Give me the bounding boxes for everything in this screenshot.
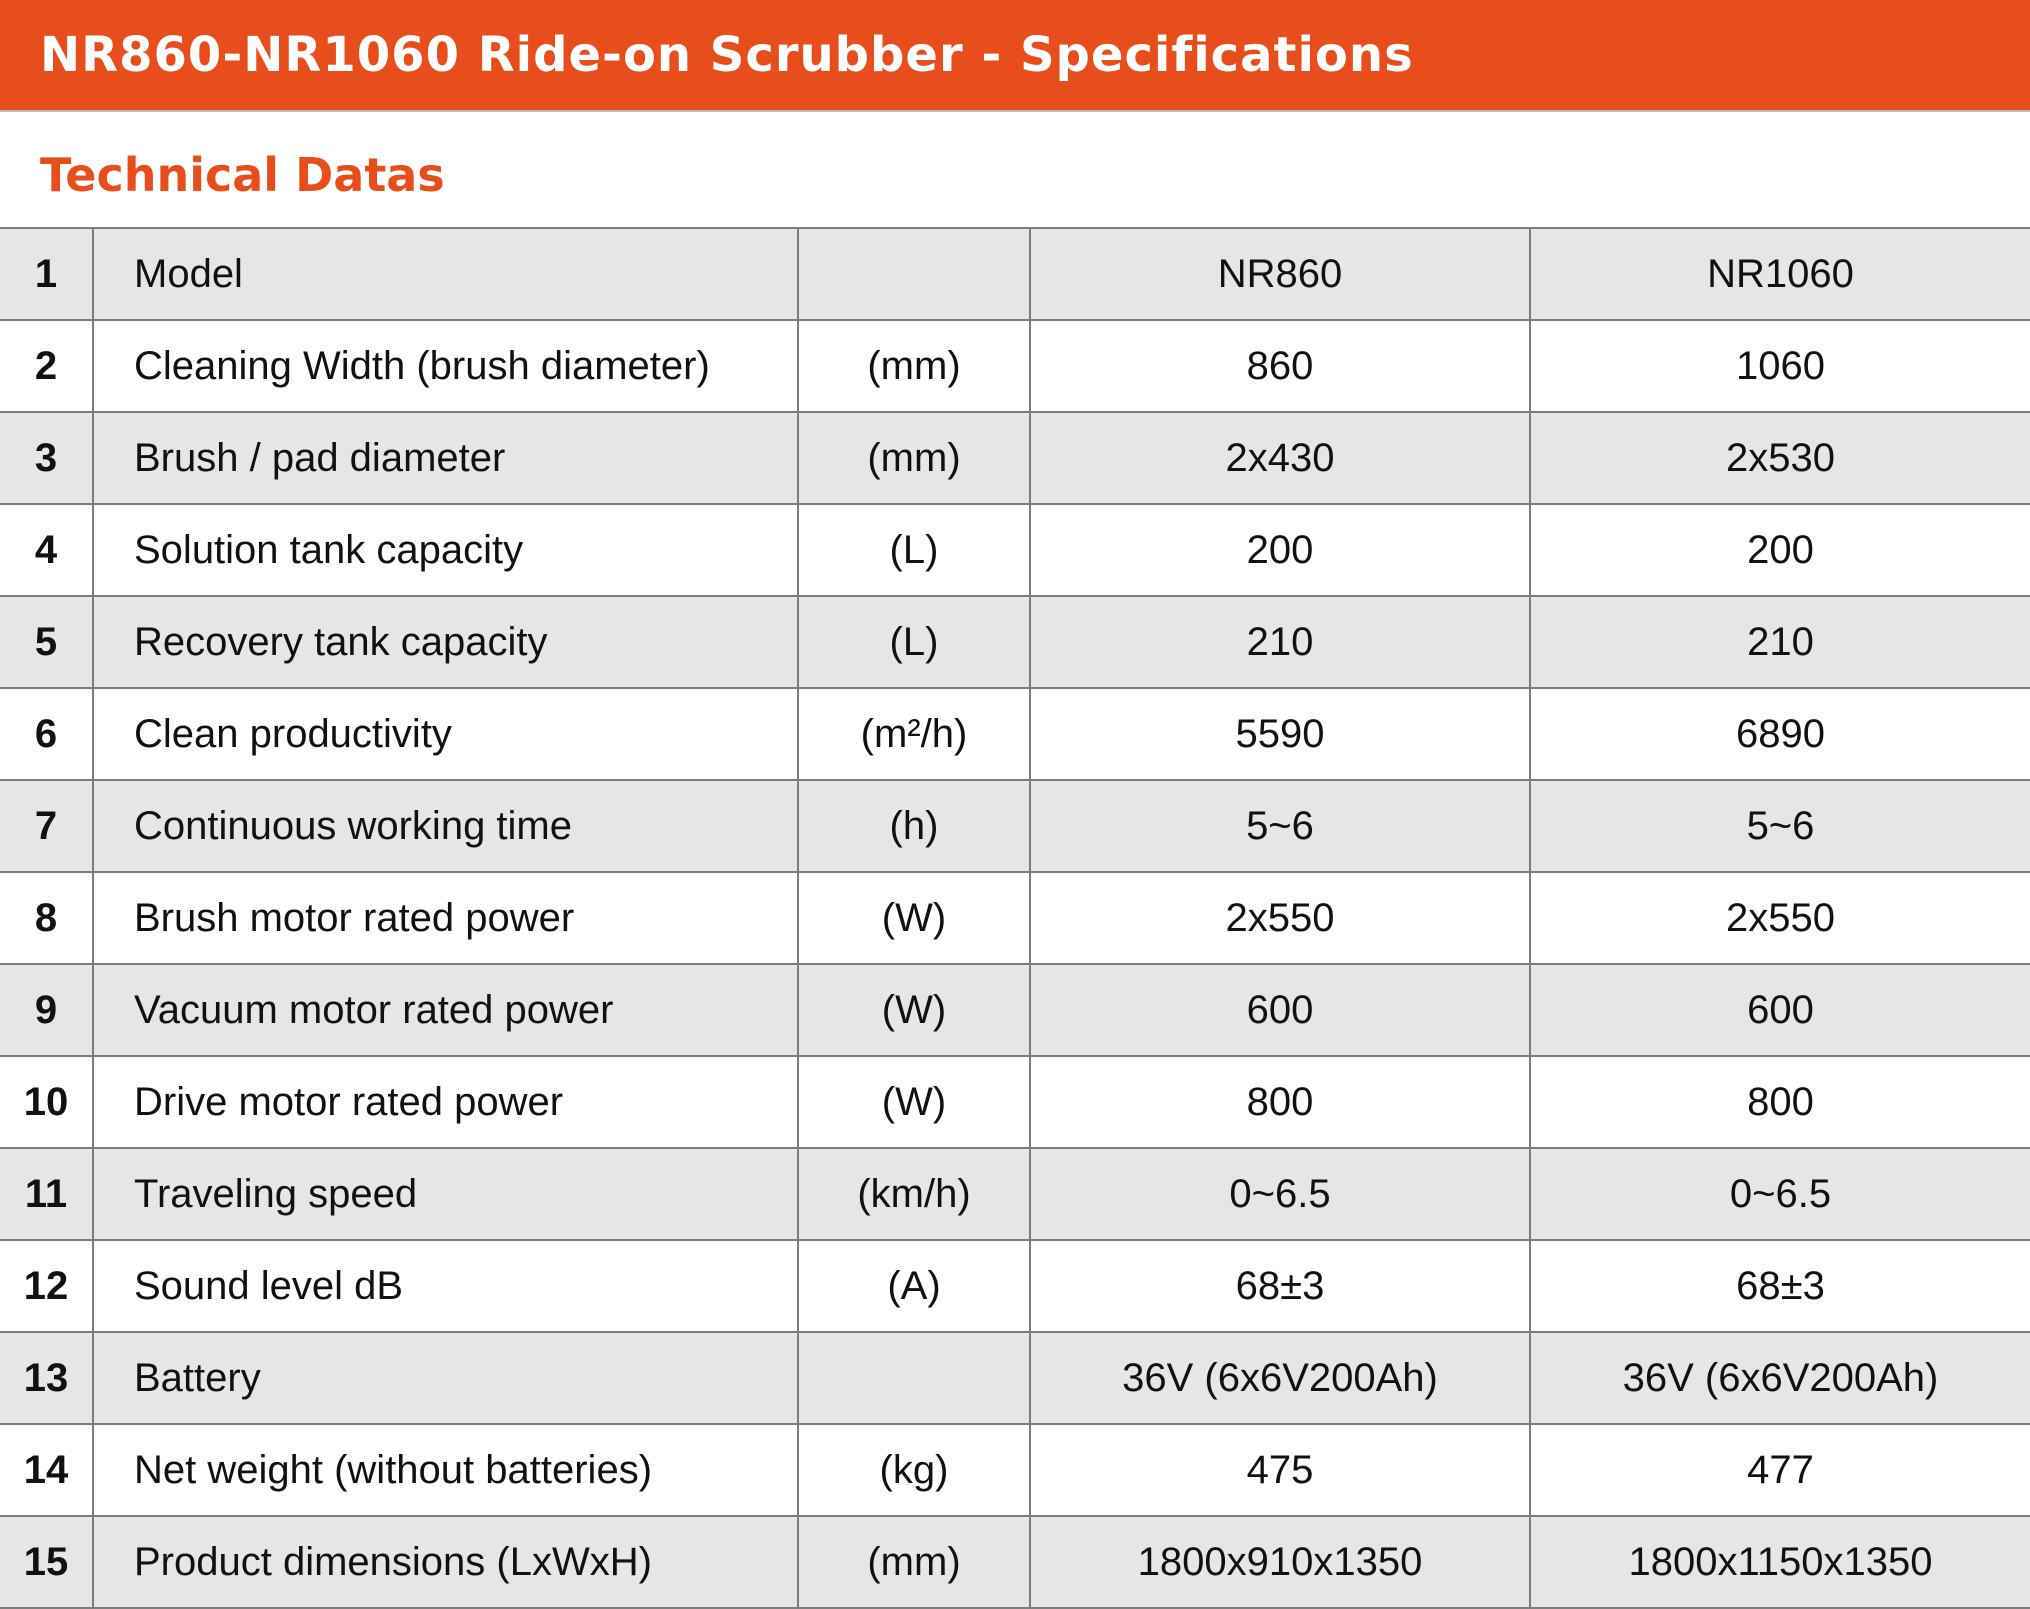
nr860-value: NR860 xyxy=(1030,228,1530,320)
spec-unit: (mm) xyxy=(798,412,1030,504)
nr860-value: 210 xyxy=(1030,596,1530,688)
spec-unit: (kg) xyxy=(798,1424,1030,1516)
page-title: NR860-NR1060 Ride-on Scrubber - Specifications xyxy=(40,27,1414,83)
spec-unit: (mm) xyxy=(798,1516,1030,1608)
nr860-value: 36V (6x6V200Ah) xyxy=(1030,1332,1530,1424)
table-row xyxy=(0,1332,2030,1424)
nr1060-value: 2x550 xyxy=(1530,872,2030,964)
spec-unit: (mm) xyxy=(798,320,1030,412)
header-bar xyxy=(0,0,2030,112)
row-number: 6 xyxy=(0,688,93,780)
table-row xyxy=(0,1056,2030,1148)
spec-unit: (h) xyxy=(798,780,1030,872)
spec-name: Vacuum motor rated power xyxy=(93,964,798,1056)
spec-unit: (W) xyxy=(798,1056,1030,1148)
table-row xyxy=(0,780,2030,872)
nr860-value: 860 xyxy=(1030,320,1530,412)
spec-name: Model xyxy=(93,228,798,320)
spec-name: Sound level dB xyxy=(93,1240,798,1332)
spec-unit: (km/h) xyxy=(798,1148,1030,1240)
row-number: 14 xyxy=(0,1424,93,1516)
spec-name: Traveling speed xyxy=(93,1148,798,1240)
spec-unit: (L) xyxy=(798,504,1030,596)
nr860-value: 2x430 xyxy=(1030,412,1530,504)
spec-name: Battery xyxy=(93,1332,798,1424)
table-row xyxy=(0,1240,2030,1332)
table-row xyxy=(0,320,2030,412)
row-number: 5 xyxy=(0,596,93,688)
table-row xyxy=(0,504,2030,596)
nr1060-value: 200 xyxy=(1530,504,2030,596)
spec-name: Clean productivity xyxy=(93,688,798,780)
nr1060-value: 1060 xyxy=(1530,320,2030,412)
spec-table xyxy=(0,227,2030,1609)
nr860-value: 600 xyxy=(1030,964,1530,1056)
spec-unit: (W) xyxy=(798,964,1030,1056)
nr1060-value: 36V (6x6V200Ah) xyxy=(1530,1332,2030,1424)
row-number: 4 xyxy=(0,504,93,596)
row-number: 11 xyxy=(0,1148,93,1240)
nr860-value: 800 xyxy=(1030,1056,1530,1148)
spec-unit: (m²/h) xyxy=(798,688,1030,780)
nr1060-value: 1800x1150x1350 xyxy=(1530,1516,2030,1608)
nr1060-value: 477 xyxy=(1530,1424,2030,1516)
row-number: 9 xyxy=(0,964,93,1056)
nr1060-value: 800 xyxy=(1530,1056,2030,1148)
row-number: 10 xyxy=(0,1056,93,1148)
nr860-value: 0~6.5 xyxy=(1030,1148,1530,1240)
spec-unit: (A) xyxy=(798,1240,1030,1332)
table-row xyxy=(0,964,2030,1056)
table-row xyxy=(0,596,2030,688)
section-title: Technical Datas xyxy=(40,148,445,202)
nr1060-value: 68±3 xyxy=(1530,1240,2030,1332)
nr860-value: 1800x910x1350 xyxy=(1030,1516,1530,1608)
table-row xyxy=(0,872,2030,964)
nr860-value: 5~6 xyxy=(1030,780,1530,872)
nr1060-value: NR1060 xyxy=(1530,228,2030,320)
row-number: 1 xyxy=(0,228,93,320)
nr860-value: 2x550 xyxy=(1030,872,1530,964)
table-row xyxy=(0,1148,2030,1240)
nr860-value: 200 xyxy=(1030,504,1530,596)
nr1060-value: 6890 xyxy=(1530,688,2030,780)
row-number: 2 xyxy=(0,320,93,412)
spec-unit xyxy=(798,1332,1030,1424)
nr860-value: 475 xyxy=(1030,1424,1530,1516)
spec-unit: (W) xyxy=(798,872,1030,964)
spec-name: Continuous working time xyxy=(93,780,798,872)
spec-name: Solution tank capacity xyxy=(93,504,798,596)
nr1060-value: 600 xyxy=(1530,964,2030,1056)
row-number: 13 xyxy=(0,1332,93,1424)
spec-table-body xyxy=(0,228,2030,1608)
nr1060-value: 0~6.5 xyxy=(1530,1148,2030,1240)
row-number: 7 xyxy=(0,780,93,872)
spec-name: Cleaning Width (brush diameter) xyxy=(93,320,798,412)
spec-unit xyxy=(798,228,1030,320)
row-number: 15 xyxy=(0,1516,93,1608)
nr860-value: 5590 xyxy=(1030,688,1530,780)
nr1060-value: 210 xyxy=(1530,596,2030,688)
table-row xyxy=(0,1516,2030,1608)
row-number: 3 xyxy=(0,412,93,504)
spec-name: Brush motor rated power xyxy=(93,872,798,964)
table-row xyxy=(0,1424,2030,1516)
spec-unit: (L) xyxy=(798,596,1030,688)
table-row xyxy=(0,412,2030,504)
spec-name: Brush / pad diameter xyxy=(93,412,798,504)
row-number: 12 xyxy=(0,1240,93,1332)
table-row xyxy=(0,688,2030,780)
spec-name: Recovery tank capacity xyxy=(93,596,798,688)
spec-name: Drive motor rated power xyxy=(93,1056,798,1148)
nr1060-value: 2x530 xyxy=(1530,412,2030,504)
table-row xyxy=(0,228,2030,320)
spec-name: Net weight (without batteries) xyxy=(93,1424,798,1516)
spec-name: Product dimensions (LxWxH) xyxy=(93,1516,798,1608)
nr1060-value: 5~6 xyxy=(1530,780,2030,872)
row-number: 8 xyxy=(0,872,93,964)
nr860-value: 68±3 xyxy=(1030,1240,1530,1332)
